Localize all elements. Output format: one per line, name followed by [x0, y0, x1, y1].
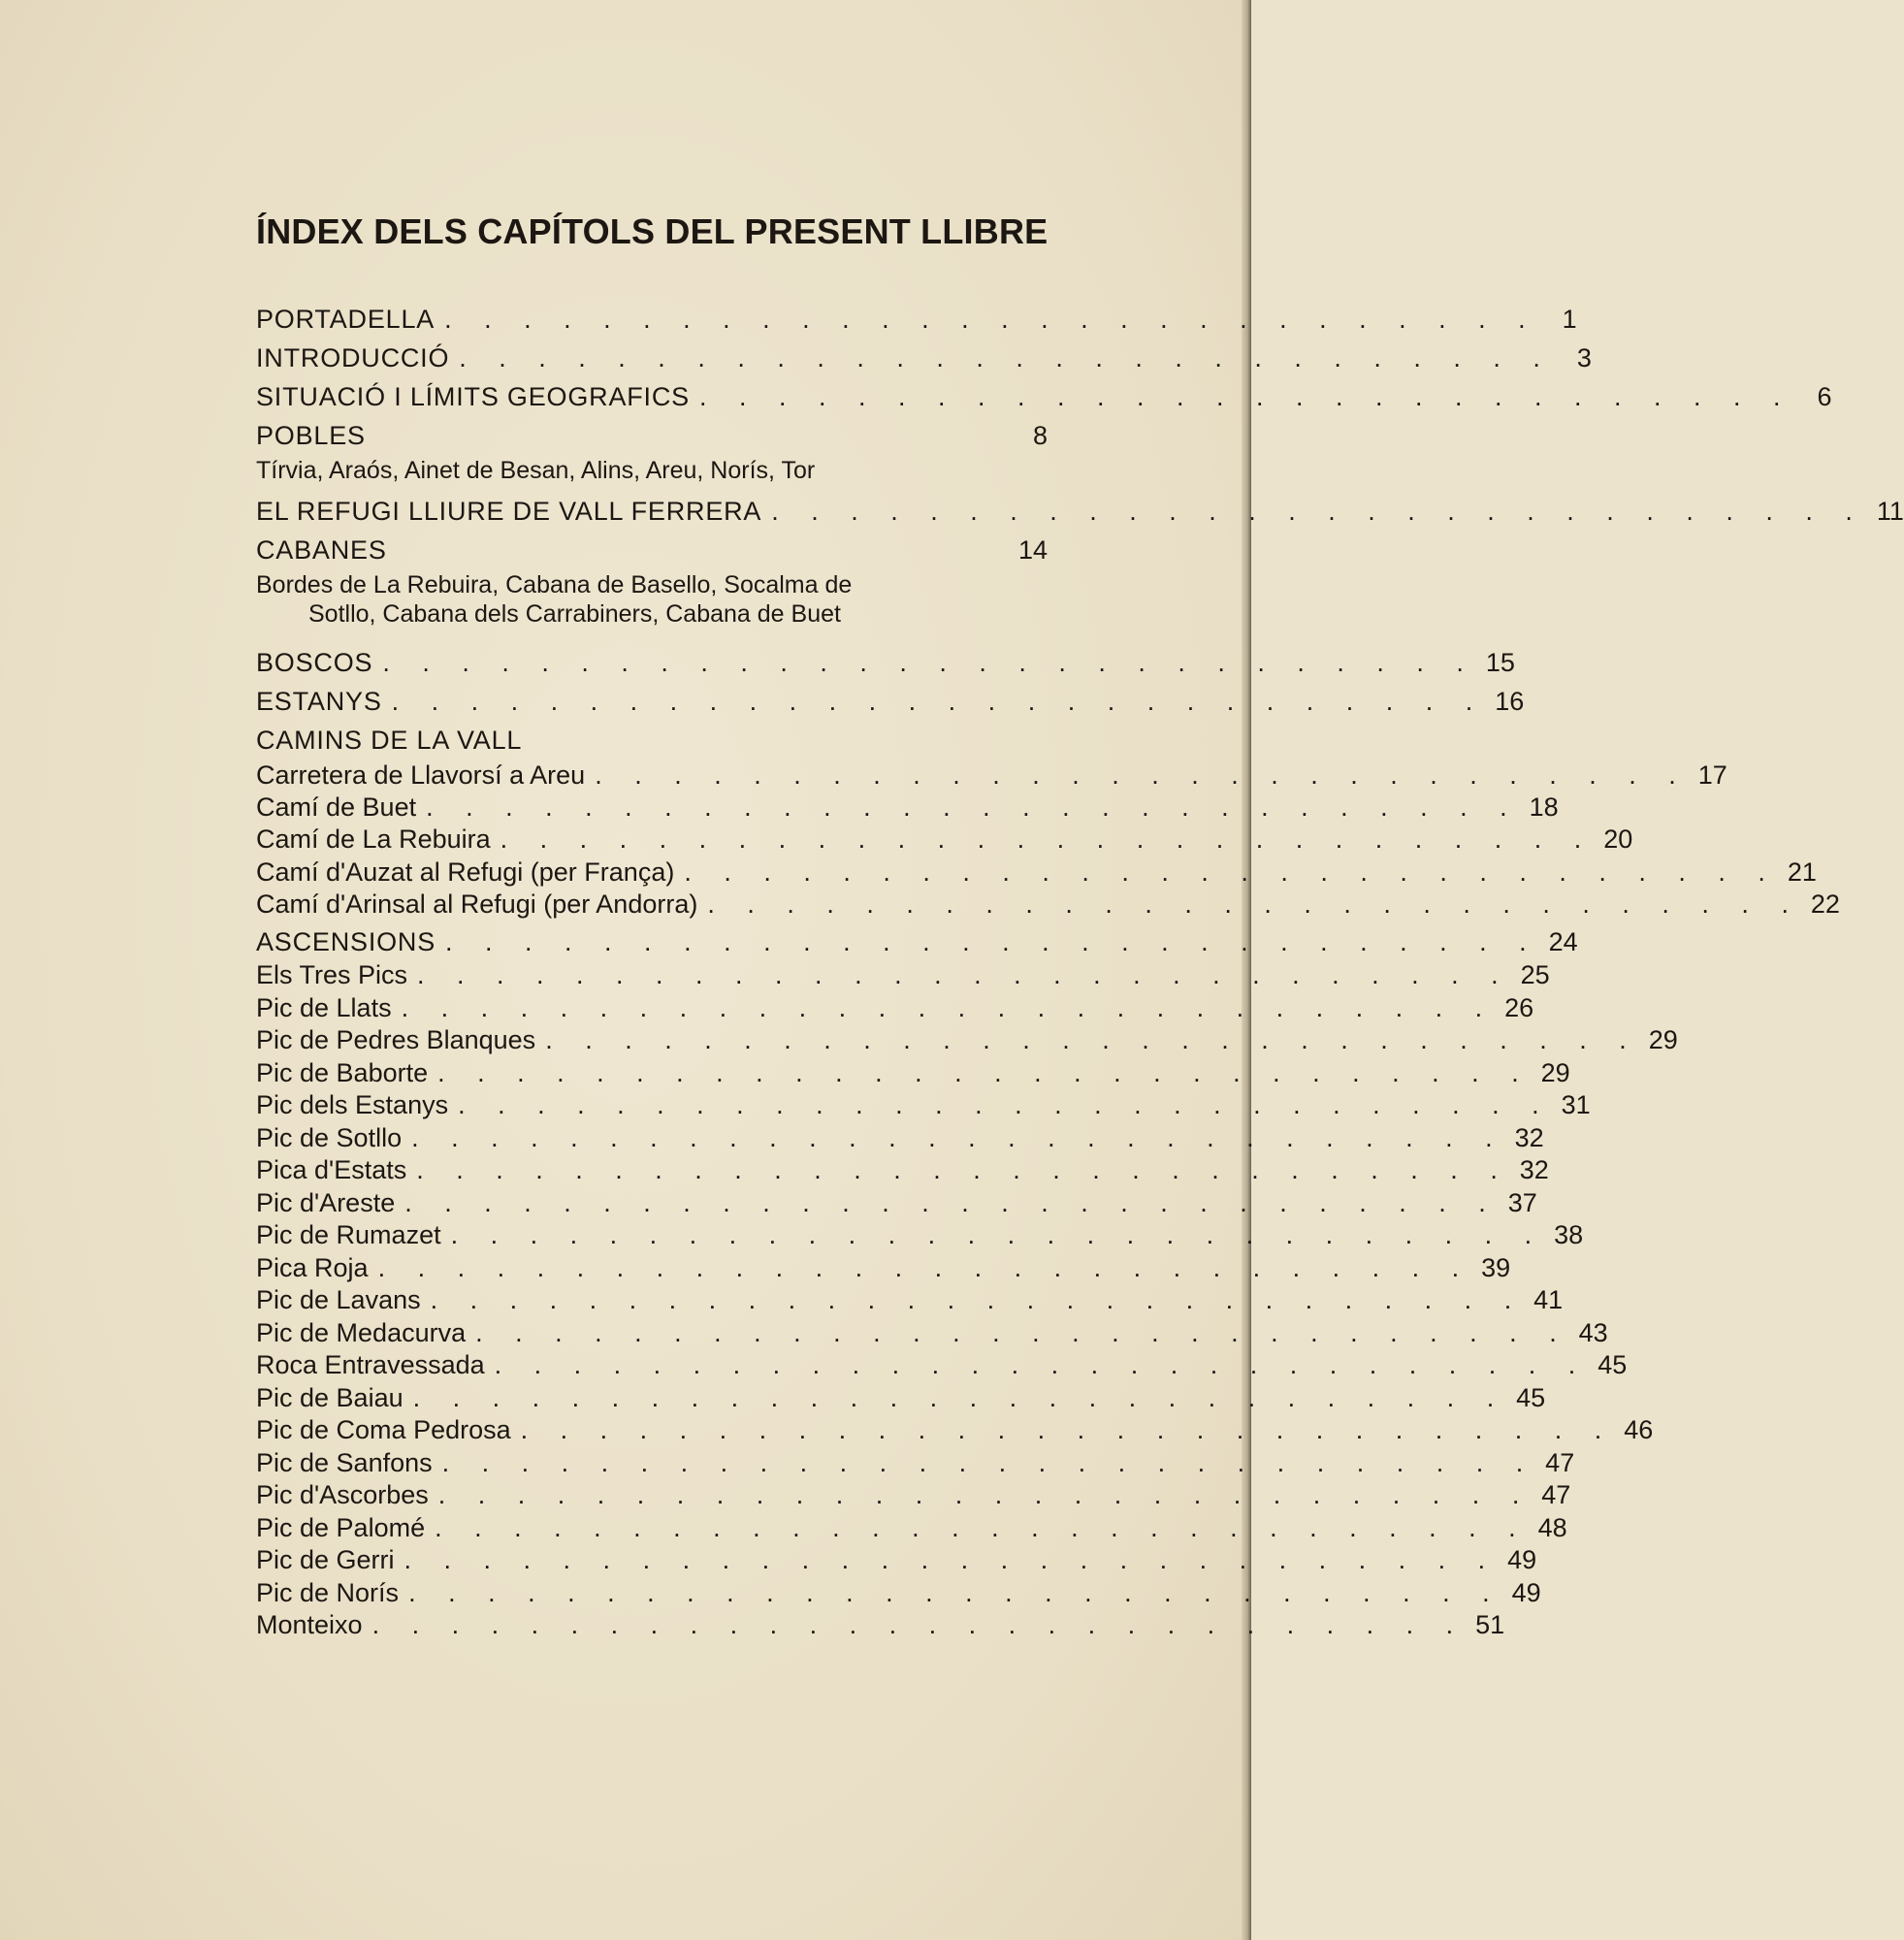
toc-entry: [256, 646, 1515, 679]
toc-page-number: 46: [1624, 1415, 1654, 1444]
toc-entry: [256, 958, 1550, 991]
toc-entry: [256, 856, 1817, 889]
toc-leader: . . . . . . . . . . . . . . . . . . . . . . . . . . . .: [698, 382, 1793, 411]
toc-label: Pic de Rumazet: [256, 1220, 441, 1249]
toc-page-number: 29: [1540, 1058, 1570, 1087]
toc-leader: . . . . . . . . . . . . . . . . . . . . . . . . . . . .: [595, 760, 1689, 790]
toc-entry: [256, 380, 1832, 413]
toc-leader: . . . . . . . . . . . . . . . . . . . . . . . . . . . .: [382, 648, 1476, 677]
toc-entry: [256, 419, 1048, 452]
toc-entry: [256, 1446, 1575, 1479]
toc-page-number: 47: [1545, 1448, 1575, 1477]
toc-section-heading: [256, 724, 1048, 757]
toc-entry: [256, 1218, 1584, 1251]
toc-page-number: 45: [1597, 1350, 1628, 1379]
toc-label: ESTANYS: [256, 687, 382, 716]
toc-leader: . . . . . . . . . . . . . . . . . . . . . . . . . . . .: [426, 792, 1520, 822]
toc-leader: . . . . . . . . . . . . . . . . . . . . . . . . . . . .: [520, 1415, 1615, 1444]
toc-entry: [256, 534, 1048, 566]
toc-entry: [256, 1576, 1541, 1609]
toc-label: POBLES: [256, 421, 366, 450]
toc-label: INTRODUCCIÓ: [256, 343, 450, 372]
toc-page-number: 20: [1603, 824, 1633, 854]
toc-leader: . . . . . . . . . . . . . . . . . . . . . . . . . . . .: [441, 1448, 1536, 1477]
toc-page-number: 17: [1697, 760, 1727, 790]
toc-entry: [256, 991, 1534, 1024]
toc-page-number: 45: [1516, 1383, 1546, 1412]
toc-page-number: 49: [1511, 1578, 1541, 1607]
toc-label: CABANES: [256, 535, 387, 565]
toc-label: EL REFUGI LLIURE DE VALL FERRERA: [256, 497, 762, 526]
toc-leader: . . . . . . . . . . . . . . . . . . . . . . . . . . . .: [707, 889, 1801, 919]
toc-page-number: 51: [1475, 1610, 1505, 1639]
toc-leader: . . . . . . . . . . . . . . . . . . . . . . . . . . . .: [408, 1578, 1502, 1607]
toc-label: Pic de Lavans: [256, 1285, 421, 1314]
toc-page-number: 16: [1495, 687, 1525, 716]
toc-label: SITUACIÓ I LÍMITS GEOGRAFICS: [256, 382, 690, 411]
toc-entry: [256, 1283, 1564, 1316]
toc-label: Pic de Llats: [256, 993, 392, 1022]
toc-label: Els Tres Pics: [256, 960, 408, 989]
toc-label: Pic de Sanfons: [256, 1448, 433, 1477]
toc-label: Camí de La Rebuira: [256, 824, 491, 854]
toc-page-number: 32: [1514, 1123, 1544, 1152]
toc-entry: [256, 1511, 1567, 1544]
toc-page-number: 21: [1787, 857, 1817, 887]
toc-leader: . . . . . . . . . . . . . . . . . . . . . . . . . . . .: [475, 1318, 1569, 1347]
toc-label: Pic de Baborte: [256, 1058, 429, 1087]
toc-entry: [256, 1121, 1544, 1154]
page-title: ÍNDEX DELS CAPÍTOLS DEL PRESENT LLIBRE: [256, 211, 1049, 251]
toc-entry: [256, 1316, 1608, 1349]
toc-page-number: 32: [1519, 1155, 1549, 1184]
toc-leader: . . . . . . . . . . . . . . . . . . . . . . . . . . . .: [391, 687, 1486, 716]
toc-entry: [256, 1023, 1678, 1056]
toc-page-number: 6: [1817, 382, 1832, 411]
toc-leader: . . . . . . . . . . . . . . . . . . . . . . . . . . . .: [437, 1480, 1533, 1509]
toc-leader: . . . . . . . . . . . . . . . . . . . . . . . . . . . .: [430, 1285, 1525, 1314]
toc-label: Pic de Sotllo: [256, 1123, 403, 1152]
toc-label: Camí de Buet: [256, 792, 417, 822]
toc-label: Pic d'Areste: [256, 1188, 396, 1217]
toc-page-number: 31: [1561, 1090, 1591, 1119]
toc-label: Camí d'Arinsal al Refugi (per Andorra): [256, 889, 698, 919]
toc-label: Pic de Pedres Blanques: [256, 1025, 536, 1054]
toc-page-number: 8: [1032, 421, 1048, 450]
toc-label: CAMINS DE LA VALL: [256, 726, 523, 755]
toc-leader: . . . . . . . . . . . . . . . . . . . . . . . . . . . .: [494, 1350, 1589, 1379]
toc-leader: . . . . . . . . . . . . . . . . . . . . . . . . . . . .: [403, 1545, 1499, 1574]
toc-subnote-text: Tírvia, Araós, Ainet de Besan, Alins, Areu, Norís, Tor: [256, 457, 816, 484]
toc-page-number: 37: [1507, 1188, 1537, 1217]
toc-entry: [256, 791, 1559, 824]
toc-leader: . . . . . . . . . . . . . . . . . . . . . . . . . . . .: [412, 1383, 1507, 1412]
toc-entry: [256, 1413, 1654, 1446]
toc-label: Pic de Norís: [256, 1578, 400, 1607]
toc-entry: [256, 1381, 1546, 1414]
toc-entry: [256, 1608, 1505, 1641]
toc-page-number: 49: [1507, 1545, 1537, 1574]
toc-label: Pic de Medacurva: [256, 1318, 467, 1347]
toc-page-number: 22: [1810, 889, 1840, 919]
toc-label: Carretera de Llavorsí a Areu: [256, 760, 586, 790]
toc-entry: [256, 1543, 1537, 1576]
toc-label: Roca Entravessada: [256, 1350, 485, 1379]
toc-label: ASCENSIONS: [256, 927, 436, 956]
toc-leader: . . . . . . . . . . . . . . . . . . . . . . . . . . . .: [458, 1090, 1552, 1119]
toc-label: Pic dels Estanys: [256, 1090, 449, 1119]
toc-page-number: 11: [1876, 497, 1904, 526]
toc-leader: . . . . . . . . . . . . . . . . . . . . . . . . . . . .: [445, 927, 1539, 956]
toc-label: Pic de Baiau: [256, 1383, 403, 1412]
toc-entry: [256, 1056, 1570, 1089]
toc-leader: . . . . . . . . . . . . . . . . . . . . . . . . . . . .: [416, 1155, 1510, 1184]
toc-subnote: [256, 456, 993, 485]
toc-entry: [256, 1186, 1537, 1219]
toc-label: Pica d'Estats: [256, 1155, 407, 1184]
toc-subnote: [256, 570, 993, 629]
toc-leader: . . . . . . . . . . . . . . . . . . . . . . . . . . . .: [459, 343, 1553, 372]
toc-page-number: 43: [1578, 1318, 1608, 1347]
toc-page-number: 18: [1529, 792, 1559, 822]
toc-entry: [256, 1088, 1591, 1121]
toc-leader: . . . . . . . . . . . . . . . . . . . . . . . . . . . .: [404, 1188, 1499, 1217]
toc-leader: . . . . . . . . . . . . . . . . . . . . . . . . . . . .: [435, 1513, 1529, 1542]
toc-section-heading: [256, 925, 1578, 958]
toc-entry: [256, 1153, 1549, 1186]
toc-leader: . . . . . . . . . . . . . . . . . . . . . . . . . . . .: [444, 305, 1538, 334]
toc-label: Pic d'Ascorbes: [256, 1480, 429, 1509]
toc-page-number: 26: [1504, 993, 1534, 1022]
toc-page-number: 24: [1548, 927, 1578, 956]
toc-entry: [256, 823, 1633, 856]
toc-label: Pica Roja: [256, 1253, 369, 1282]
toc-leader: . . . . . . . . . . . . . . . . . . . . . . . . . . . .: [437, 1058, 1532, 1087]
toc-page-number: 3: [1576, 343, 1592, 372]
toc-entry: [256, 685, 1525, 718]
toc-page-number: 25: [1520, 960, 1550, 989]
toc-entry: [256, 759, 1727, 792]
toc-subnote-text: Sotllo, Cabana dels Carrabiners, Cabana de Buet: [308, 600, 841, 628]
toc-label: Camí d'Auzat al Refugi (per França): [256, 857, 675, 887]
toc-label: Pic de Gerri: [256, 1545, 395, 1574]
toc-page-number: 38: [1554, 1220, 1584, 1249]
toc-leader: . . . . . . . . . . . . . . . . . . . . . . . . . . . .: [411, 1123, 1505, 1152]
toc-leader: . . . . . . . . . . . . . . . . . . . . . . . . . . . .: [450, 1220, 1545, 1249]
toc-label: Monteixo: [256, 1610, 363, 1639]
toc-entry: [256, 1348, 1628, 1381]
toc-entry: [256, 341, 1592, 374]
toc-entry: [256, 303, 1577, 336]
toc-page-number: 39: [1481, 1253, 1511, 1282]
toc-entry: [256, 888, 1840, 921]
toc-label: BOSCOS: [256, 648, 373, 677]
toc-label: PORTADELLA: [256, 305, 436, 334]
toc-leader: . . . . . . . . . . . . . . . . . . . . . . . . . . . .: [401, 993, 1496, 1022]
toc-leader: . . . . . . . . . . . . . . . . . . . . . . . . . . . .: [545, 1025, 1639, 1054]
toc-page-number: 1: [1562, 305, 1577, 334]
toc-entry: [256, 1478, 1571, 1511]
toc-leader: . . . . . . . . . . . . . . . . . . . . . . . . . . . .: [417, 960, 1511, 989]
toc-entry: [256, 495, 1904, 528]
toc-page-number: 29: [1648, 1025, 1678, 1054]
toc-label: Pic de Coma Pedrosa: [256, 1415, 511, 1444]
toc-page-number: 47: [1541, 1480, 1571, 1509]
toc-leader: . . . . . . . . . . . . . . . . . . . . . . . . . . . .: [377, 1253, 1472, 1282]
toc-page-number: 41: [1533, 1285, 1564, 1314]
toc-leader: . . . . . . . . . . . . . . . . . . . . . . . . . . . .: [500, 824, 1595, 854]
toc-leader: . . . . . . . . . . . . . . . . . . . . . . . . . . . .: [684, 857, 1778, 887]
toc-subnote-text: Bordes de La Rebuira, Cabana de Basello, Socalma de: [256, 571, 853, 598]
toc-page-number: 48: [1537, 1513, 1567, 1542]
toc-page-number: 15: [1485, 648, 1515, 677]
toc-entry: [256, 1251, 1511, 1284]
toc-page-number: 14: [1017, 535, 1048, 565]
toc-leader: . . . . . . . . . . . . . . . . . . . . . . . . . . . .: [771, 497, 1865, 526]
toc-leader: . . . . . . . . . . . . . . . . . . . . . . . . . . . .: [371, 1610, 1467, 1639]
toc-label: Pic de Palomé: [256, 1513, 426, 1542]
